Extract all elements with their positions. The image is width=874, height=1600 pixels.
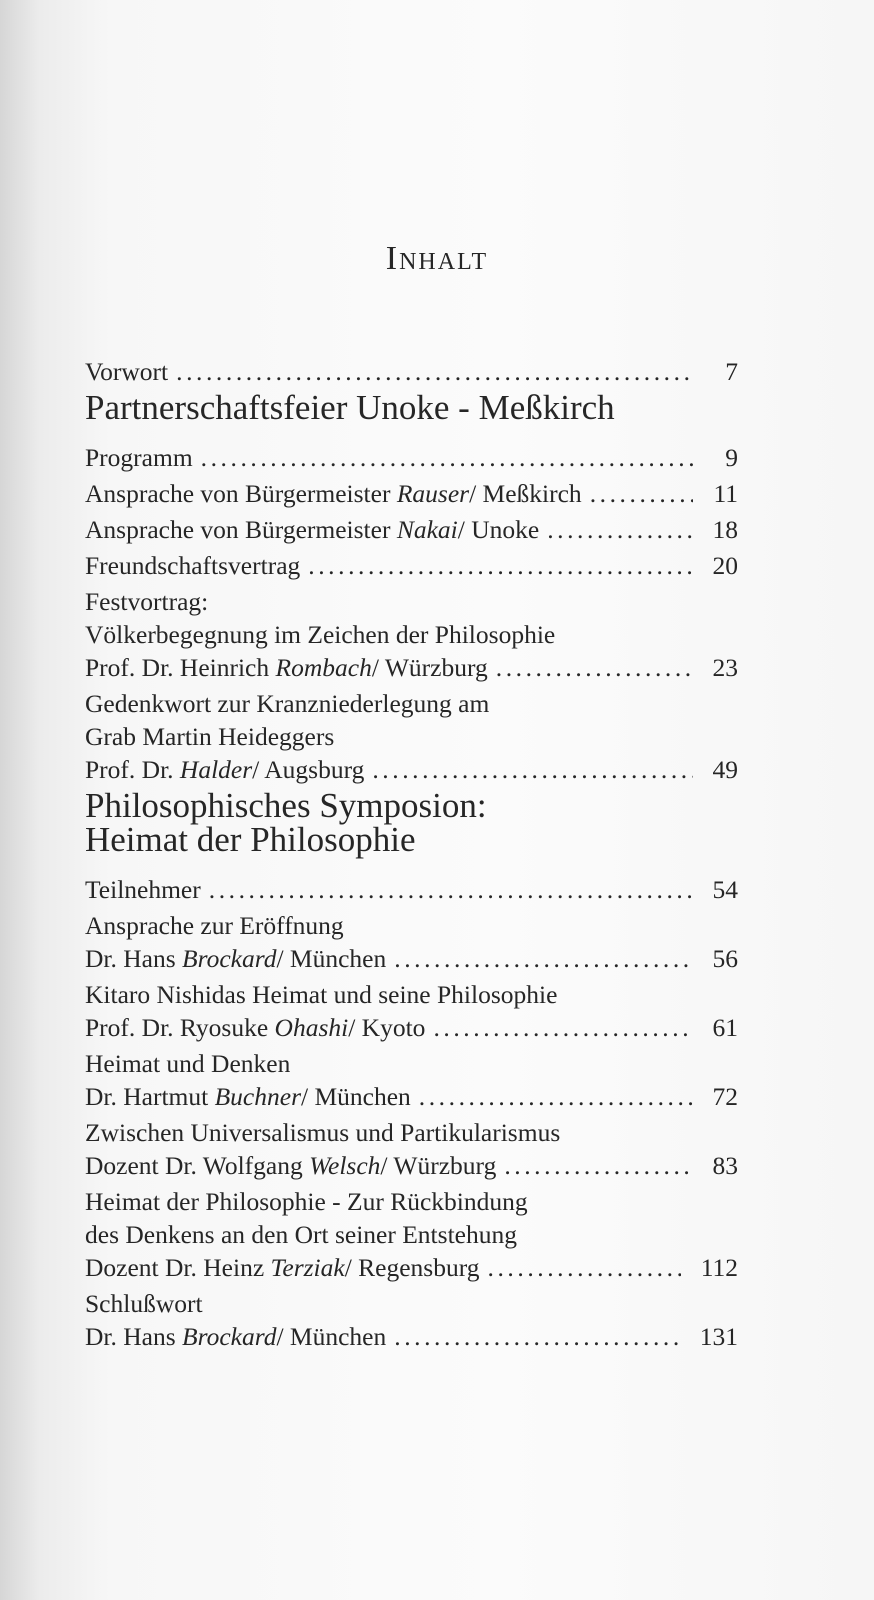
entry-title-text: Grab Martin Heideggers xyxy=(85,722,335,751)
entry-title-line xyxy=(85,1116,738,1149)
byline-prefix: Teilnehmer xyxy=(85,875,201,904)
entry-byline xyxy=(85,942,738,975)
author-place: / Würzburg xyxy=(371,653,488,682)
toc-entry[interactable] xyxy=(85,585,738,684)
page-title: Inhalt xyxy=(385,240,489,277)
dot-leader xyxy=(394,1320,680,1353)
dot-leader xyxy=(496,651,693,684)
author-name: Rombach xyxy=(275,653,372,682)
author-place: / München xyxy=(276,1322,387,1351)
author-name: Nakai xyxy=(396,515,458,544)
toc-entry[interactable] xyxy=(85,687,738,786)
byline-text xyxy=(85,1320,386,1353)
entry-title-text: Völkerbegegnung im Zeichen der Philosophie xyxy=(85,620,556,649)
entry-title-line xyxy=(85,585,738,618)
toc-entry[interactable] xyxy=(85,513,738,546)
toc-entry[interactable] xyxy=(85,1047,738,1113)
page-number: 83 xyxy=(712,1151,738,1180)
author-name: Welsch xyxy=(309,1151,381,1180)
toc-entry[interactable] xyxy=(85,978,738,1044)
page-number: 11 xyxy=(713,479,738,508)
entry-title-text: Kitaro Nishidas Heimat und seine Philosophie xyxy=(85,980,558,1009)
author-name: Ohashi xyxy=(274,1013,349,1042)
byline-prefix: Dozent Dr. Wolfgang xyxy=(85,1151,310,1180)
entry-byline xyxy=(85,753,738,786)
page-number: 49 xyxy=(712,755,738,784)
dot-leader xyxy=(394,942,692,975)
byline-prefix: Dr. Hans xyxy=(85,944,183,973)
toc-entry[interactable] xyxy=(85,477,738,510)
toc-entry[interactable] xyxy=(85,909,738,975)
entry-byline xyxy=(85,441,738,474)
entry-title-text: des Denkens an den Ort seiner Entstehung xyxy=(85,1220,517,1249)
entry-byline xyxy=(85,1149,738,1182)
byline-text xyxy=(85,753,364,786)
author-name: Buchner xyxy=(214,1082,301,1111)
byline-text xyxy=(85,651,488,684)
table-of-contents xyxy=(85,355,738,1356)
author-name: Halder xyxy=(179,755,253,784)
page-number: 131 xyxy=(699,1322,738,1351)
dot-leader xyxy=(488,1251,681,1284)
author-place: / Augsburg xyxy=(252,755,365,784)
entry-title-line xyxy=(85,618,738,651)
page-number: 56 xyxy=(712,944,738,973)
author-place: / München xyxy=(276,944,387,973)
toc-entry[interactable] xyxy=(85,441,738,474)
entry-title-text: Ansprache zur Eröffnung xyxy=(85,911,344,940)
entry-title-text: Gedenkwort zur Kranzniederlegung am xyxy=(85,689,490,718)
page-number: 112 xyxy=(700,1253,738,1282)
entry-byline xyxy=(85,1320,738,1353)
entry-title-line xyxy=(85,909,738,942)
entry-byline xyxy=(85,549,738,582)
byline-prefix: Dozent Dr. Heinz xyxy=(85,1253,271,1282)
byline-prefix: Dr. Hans xyxy=(85,1322,183,1351)
page-number: 9 xyxy=(725,443,738,472)
dot-leader xyxy=(209,873,693,906)
author-place: / Unoke xyxy=(457,515,540,544)
entry-byline xyxy=(85,355,738,388)
byline-prefix: Programm xyxy=(85,443,193,472)
page-number: 18 xyxy=(712,515,738,544)
author-name: Brockard xyxy=(182,944,277,973)
author-name: Terziak xyxy=(270,1253,345,1282)
dot-leader xyxy=(419,1080,693,1113)
author-place: / Meßkirch xyxy=(469,479,582,508)
entry-byline xyxy=(85,513,738,546)
byline-text xyxy=(85,549,300,582)
dot-leader xyxy=(176,355,694,388)
toc-entry[interactable] xyxy=(85,1287,738,1353)
entry-title-text: Heimat der Philosophie - Zur Rückbindung xyxy=(85,1187,528,1216)
byline-prefix: Prof. Dr. Heinrich xyxy=(85,653,276,682)
page-number: 7 xyxy=(725,357,738,386)
section-heading xyxy=(85,786,738,859)
byline-prefix: Freundschaftsvertrag xyxy=(85,551,301,580)
author-name: Rauser xyxy=(396,479,470,508)
entry-title-text: Festvortrag: xyxy=(85,587,209,616)
entry-byline xyxy=(85,651,738,684)
page-number: 61 xyxy=(712,1013,738,1042)
dot-leader xyxy=(547,513,692,546)
dot-leader xyxy=(372,753,692,786)
byline-prefix: Dr. Hartmut xyxy=(85,1082,215,1111)
toc-entry[interactable] xyxy=(85,355,738,388)
author-place: / Regensburg xyxy=(344,1253,480,1282)
author-name: Brockard xyxy=(182,1322,277,1351)
byline-prefix: Vorwort xyxy=(85,357,169,386)
section-heading xyxy=(85,388,738,427)
entry-title-text: Zwischen Universalismus und Partikularismus xyxy=(85,1118,561,1147)
byline-text xyxy=(85,1080,411,1113)
entry-title-line xyxy=(85,1218,738,1251)
entry-title-line xyxy=(85,687,738,720)
section-heading-line: Partnerschaftsfeier Unoke - Meßkirch xyxy=(85,388,615,427)
entry-title-line xyxy=(85,1287,738,1320)
entry-title-line xyxy=(85,1047,738,1080)
entry-title-line xyxy=(85,720,738,753)
dot-leader xyxy=(201,441,694,474)
page-number: 23 xyxy=(712,653,738,682)
byline-prefix: Ansprache von Bürgermeister xyxy=(85,515,397,544)
entry-byline xyxy=(85,1011,738,1044)
author-place: / München xyxy=(301,1082,411,1111)
toc-entry[interactable] xyxy=(85,1116,738,1182)
dot-leader xyxy=(433,1011,692,1044)
byline-text xyxy=(85,942,386,975)
byline-prefix: Ansprache von Bürgermeister xyxy=(85,479,397,508)
dot-leader xyxy=(504,1149,692,1182)
section-heading-line: Philosophisches Symposion: xyxy=(85,786,487,825)
byline-text xyxy=(85,1251,480,1284)
entry-byline xyxy=(85,477,738,510)
toc-entry[interactable] xyxy=(85,549,738,582)
author-place: / Kyoto xyxy=(348,1013,426,1042)
entry-byline xyxy=(85,873,738,906)
toc-entry[interactable] xyxy=(85,873,738,906)
byline-text xyxy=(85,1149,496,1182)
entry-byline xyxy=(85,1251,738,1284)
dot-leader xyxy=(590,477,694,510)
section-heading-line: Heimat der Philosophie xyxy=(85,820,416,859)
entry-title-line xyxy=(85,1185,738,1218)
page-number: 72 xyxy=(712,1082,738,1111)
entry-title-text: Schlußwort xyxy=(85,1289,203,1318)
entry-byline xyxy=(85,1080,738,1113)
byline-text xyxy=(85,873,201,906)
entry-title-text: Heimat und Denken xyxy=(85,1049,291,1078)
dot-leader xyxy=(308,549,692,582)
byline-text xyxy=(85,477,582,510)
byline-text xyxy=(85,513,539,546)
entry-title-line xyxy=(85,978,738,1011)
byline-prefix: Prof. Dr. Ryosuke xyxy=(85,1013,275,1042)
toc-entry[interactable] xyxy=(85,1185,738,1284)
author-place: / Würzburg xyxy=(380,1151,497,1180)
page-number: 20 xyxy=(712,551,738,580)
byline-text xyxy=(85,355,168,388)
byline-text xyxy=(85,1011,425,1044)
byline-prefix: Prof. Dr. xyxy=(85,755,180,784)
byline-text xyxy=(85,441,193,474)
page-number: 54 xyxy=(712,875,738,904)
